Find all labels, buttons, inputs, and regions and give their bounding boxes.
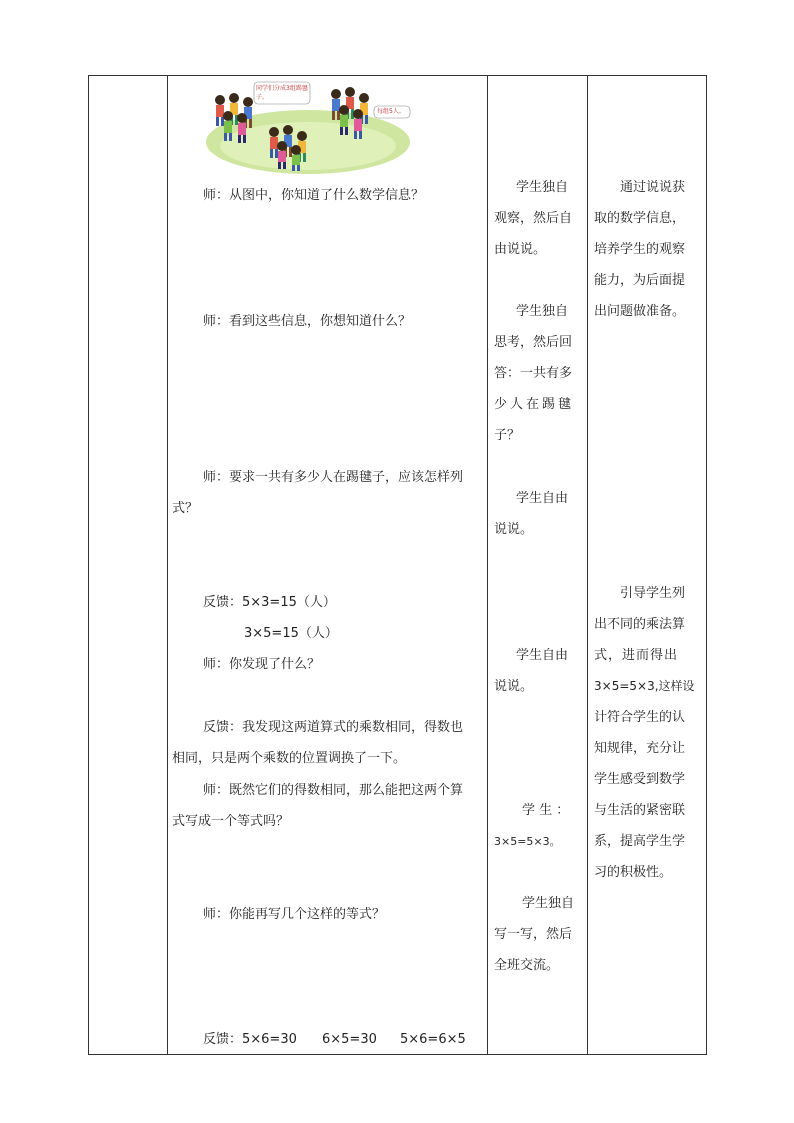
teacher-question-equality-line2: 式写成一个等式吗？ [172, 814, 290, 829]
student-activity-2-line: 少人在踢毽 [494, 397, 575, 412]
student-activity-6-line: 写一写，然后 [494, 927, 573, 942]
student-activity-2-line: 答：一共有多 [494, 366, 573, 381]
teacher-question-want-to-know: 师：看到这些信息，你想知道什么？ [203, 314, 412, 329]
teacher-question-info: 师：从图中，你知道了什么数学信息？ [203, 188, 425, 203]
column-divider-1 [167, 75, 168, 1055]
student-activity-3-line: 学生自由 [516, 491, 569, 506]
student-activity-4 [494, 640, 584, 702]
design-intent-2-line: 出不同的乘法算 [594, 617, 686, 632]
student-activity-2 [494, 296, 584, 451]
feedback-discovery-line1: 反馈：我发现这两道算式的乘数相同，得数也 [203, 720, 464, 735]
student-activity-3-line: 说说。 [494, 522, 534, 537]
design-intent-1-line: 能力，为后面提 [594, 273, 686, 288]
student-activity-6 [494, 888, 584, 981]
student-activity-5-line: 3×5=5×3。 [494, 835, 561, 848]
speech-bubble-groups: 同学们分成3组踢毽子。 [256, 85, 308, 101]
column-divider-2 [487, 75, 488, 1055]
design-intent-2-line: 系，提高学生学 [594, 834, 686, 849]
student-activity-1-line: 由说说。 [494, 242, 547, 257]
student-activity-2-line: 学生独自 [516, 304, 569, 319]
feedback-discovery-line2: 相同，只是两个乘数的位置调换了一下。 [172, 751, 407, 766]
student-activity-5-line: 学 生 ： [522, 803, 570, 818]
feedback-equation-1: 反馈：5×3=15（人） [203, 595, 336, 610]
design-intent-2-line: 式，进而得出 [594, 648, 679, 663]
design-intent-2-line: 知规律，充分让 [594, 741, 686, 756]
column-divider-3 [587, 75, 588, 1055]
design-intent-2-line: 与生活的紧密联 [594, 803, 686, 818]
teacher-question-more-equations: 师：你能再写几个这样的等式？ [203, 907, 386, 922]
feedback-more-equations-b: 6×5=30 [322, 1032, 377, 1047]
table-bottom-border [88, 1054, 707, 1055]
student-activity-4-line: 学生自由 [516, 648, 569, 663]
design-intent-2-line: 计符合学生的认 [594, 710, 686, 725]
student-activity-2-line: 子？ [494, 428, 521, 443]
design-intent-2-line: 习的积极性。 [594, 865, 673, 880]
design-intent-1-line: 通过说说获 [620, 180, 686, 195]
student-activity-6-line: 全班交流。 [494, 958, 560, 973]
student-activity-6-line: 学生独自 [522, 896, 575, 911]
student-activity-3 [494, 483, 584, 545]
student-activity-4-line: 说说。 [494, 679, 534, 694]
design-intent-1-line: 取的数学信息， [594, 211, 686, 226]
student-activity-2-line: 思考，然后回 [494, 335, 573, 350]
speech-bubble-per-group: 每组5人。 [377, 108, 405, 115]
teacher-question-discovery: 师：你发现了什么？ [203, 657, 321, 672]
design-intent-2-line: 3×5=5×3,这样设 [594, 679, 695, 693]
student-activity-1 [494, 172, 584, 265]
table-right-border [706, 75, 707, 1055]
student-activity-1-line: 观察，然后自 [494, 211, 573, 226]
student-activity-1-line: 学生独自 [516, 180, 569, 195]
feedback-equation-2: 3×5=15（人） [244, 626, 338, 641]
teacher-question-equality-line1: 师：既然它们的得数相同，那么能把这两个算 [203, 783, 464, 798]
design-intent-1 [594, 172, 704, 327]
teacher-question-equation-line1: 师：要求一共有多少人在踢毽子，应该怎样列 [203, 470, 464, 485]
design-intent-2 [594, 578, 704, 888]
teacher-question-equation-line2: 式？ [172, 501, 199, 516]
student-activity-5 [494, 795, 584, 857]
table-left-border [88, 75, 89, 1055]
design-intent-2-line: 引导学生列 [620, 586, 686, 601]
feedback-more-equations-c: 5×6=6×5 [400, 1032, 466, 1047]
design-intent-1-line: 出问题做准备。 [594, 304, 686, 319]
design-intent-2-line: 学生感受到数学 [594, 772, 686, 787]
feedback-more-equations-a: 反馈：5×6=30 [203, 1032, 297, 1047]
kids-shuttlecock-illustration [204, 80, 412, 174]
design-intent-1-line: 培养学生的观察 [594, 242, 686, 257]
table-top-border [88, 75, 707, 76]
